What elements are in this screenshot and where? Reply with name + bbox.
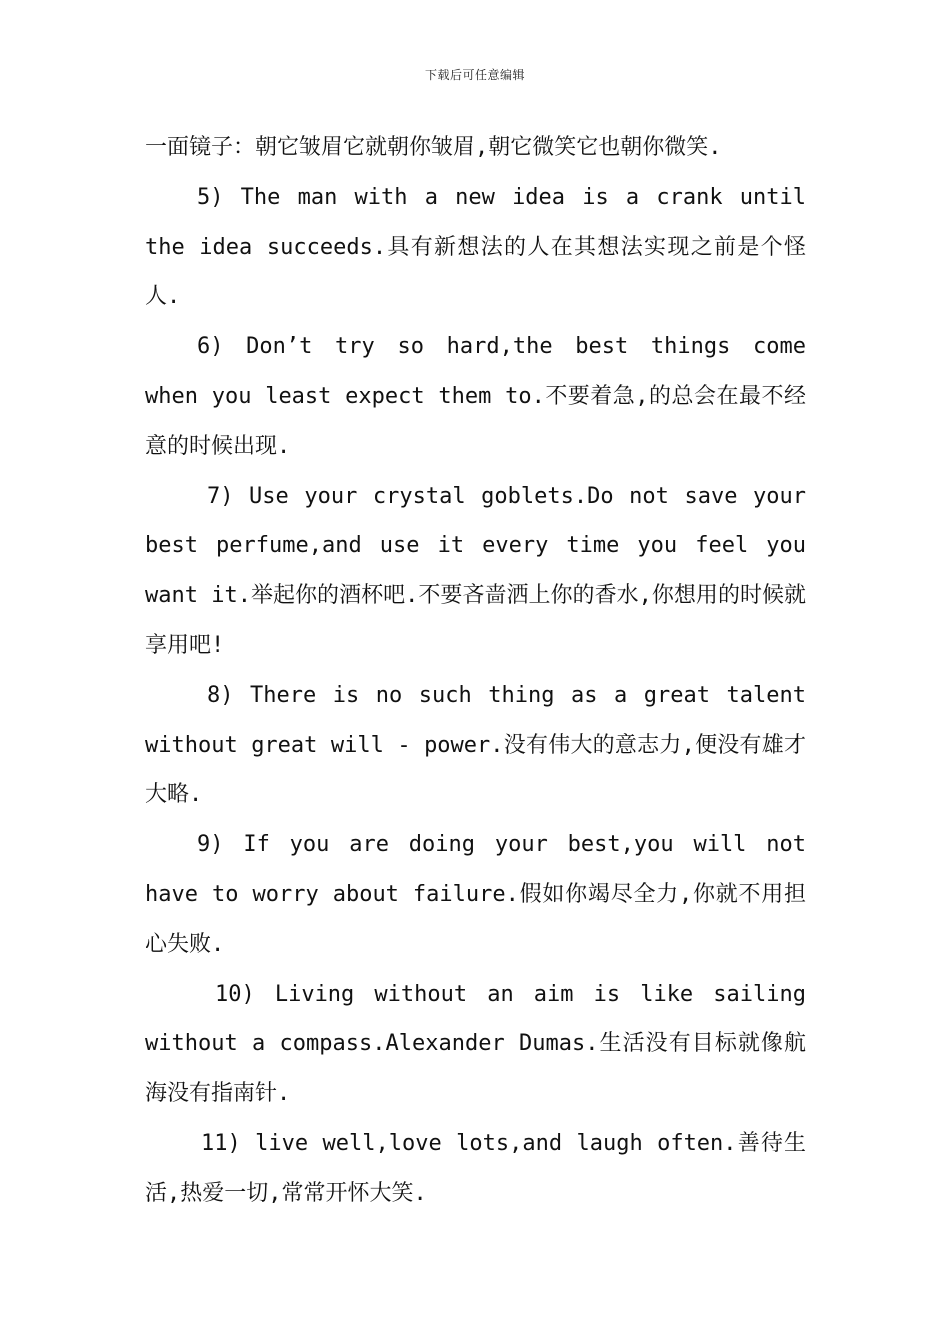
paragraph-quote-5: 5) The man with a new idea is a crank until the idea succeeds.具有新想法的人在其想法实现之前是个怪人. <box>145 184 806 310</box>
paragraph-quote-7: 7) Use your crystal goblets.Do not save your best perfume,and use it every time you feel you want it.举起你的酒杯吧.不要吝啬洒上你的香水,你想用的时候就享用吧! <box>145 483 806 658</box>
paragraph-mirror: 一面镜子：朝它皱眉它就朝你皱眉,朝它微笑它也朝你微笑. <box>145 135 722 160</box>
page-header-note: 下载后可任意编辑 <box>424 68 525 82</box>
paragraph-quote-9: 9) If you are doing your best,you will not have to worry about failure.假如你竭尽全力,你就不用担心失败. <box>145 832 806 957</box>
paragraph-quote-11: 11) live well,love lots,and laugh often.善待生活,热爱一切,常常开怀大笑. <box>145 1130 806 1206</box>
paragraph-quote-8: 8) There is no such thing as a great talent without great will - power.没有伟大的意志力,便没有雄才大略. <box>145 682 806 808</box>
document-body <box>145 123 806 1219</box>
paragraph-quote-6: 6) Don’t try so hard,the best things come when you least expect them to.不要着急,的总会在最不经意的时候出现. <box>145 334 806 459</box>
paragraph-quote-10: 10) Living without an aim is like sailing without a compass.Alexander Dumas.生活没有目标就像航海没有指南针. <box>145 981 806 1107</box>
